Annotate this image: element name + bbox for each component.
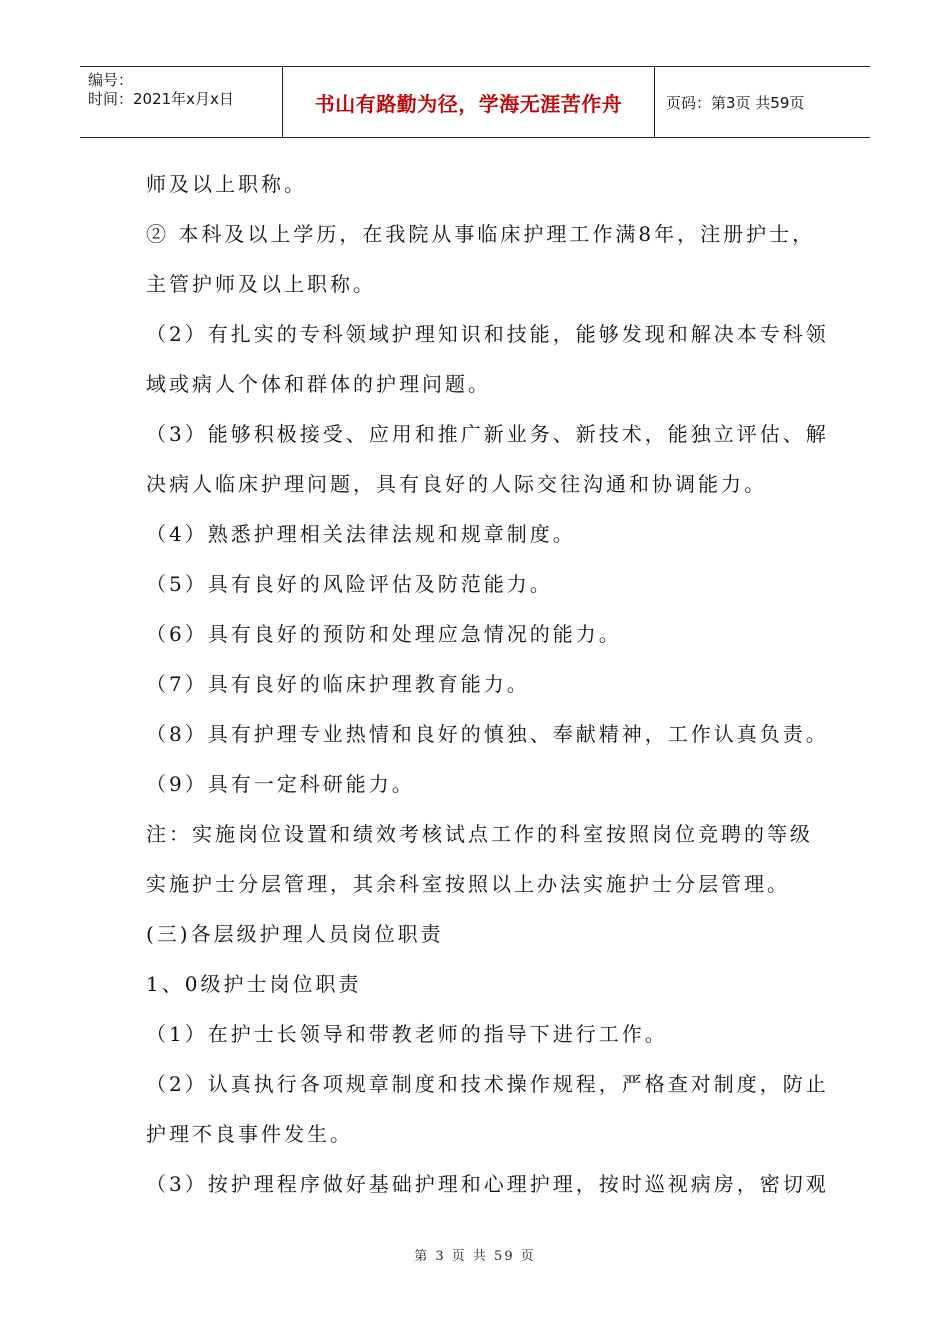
- body-line: 护理不良事件发生。: [146, 1122, 353, 1146]
- header-page-info: 页码：第3页 共59页: [666, 93, 805, 112]
- body-line: （6）具有良好的预防和处理应急情况的能力。: [146, 622, 622, 646]
- page-footer: 第 3 页 共 59 页: [414, 1249, 536, 1264]
- subsection-heading: 1、0级护士岗位职责: [146, 972, 362, 996]
- document-header: [80, 66, 870, 138]
- body-line: 决病人临床护理问题，具有良好的人际交往沟通和协调能力。: [146, 472, 767, 496]
- body-line: （7）具有良好的临床护理教育能力。: [146, 672, 530, 696]
- body-line: （3）按护理程序做好基础护理和心理护理，按时巡视病房，密切观: [146, 1172, 829, 1196]
- body-line: （9）具有一定科研能力。: [146, 772, 415, 796]
- body-line: （3）能够积极接受、应用和推广新业务、新技术，能独立评估、解: [146, 422, 829, 446]
- body-line: 实施护士分层管理，其余科室按照以上办法实施护士分层管理。: [146, 872, 790, 896]
- section-heading: (三)各层级护理人员岗位职责: [146, 922, 444, 946]
- document-number-label: 编号：: [88, 71, 134, 89]
- body-line: （2）有扎实的专科领域护理知识和技能，能够发现和解决本专科领: [146, 322, 829, 346]
- header-meta: [88, 71, 234, 109]
- body-line: ② 本科及以上学历，在我院从事临床护理工作满8年，注册护士，: [146, 222, 816, 246]
- header-motto: 书山有路勤为径，学海无涯苦作舟: [314, 91, 623, 116]
- document-time-label: 时间：2021年x月x日: [88, 90, 234, 108]
- body-line: （5）具有良好的风险评估及防范能力。: [146, 572, 553, 596]
- header-divider: [654, 67, 655, 137]
- body-line: （8）具有护理专业热情和良好的慎独、奉献精神，工作认真负责。: [146, 722, 829, 746]
- body-line: （1）在护士长领导和带教老师的指导下进行工作。: [146, 1022, 668, 1046]
- body-line: （2）认真执行各项规章制度和技术操作规程，严格查对制度，防止: [146, 1072, 829, 1096]
- body-line: （4）熟悉护理相关法律法规和规章制度。: [146, 522, 576, 546]
- body-line: 师及以上职称。: [146, 172, 307, 196]
- body-line: 主管护师及以上职称。: [146, 272, 376, 296]
- body-line: 注：实施岗位设置和绩效考核试点工作的科室按照岗位竞聘的等级: [146, 822, 813, 846]
- body-line: 域或病人个体和群体的护理问题。: [146, 372, 491, 396]
